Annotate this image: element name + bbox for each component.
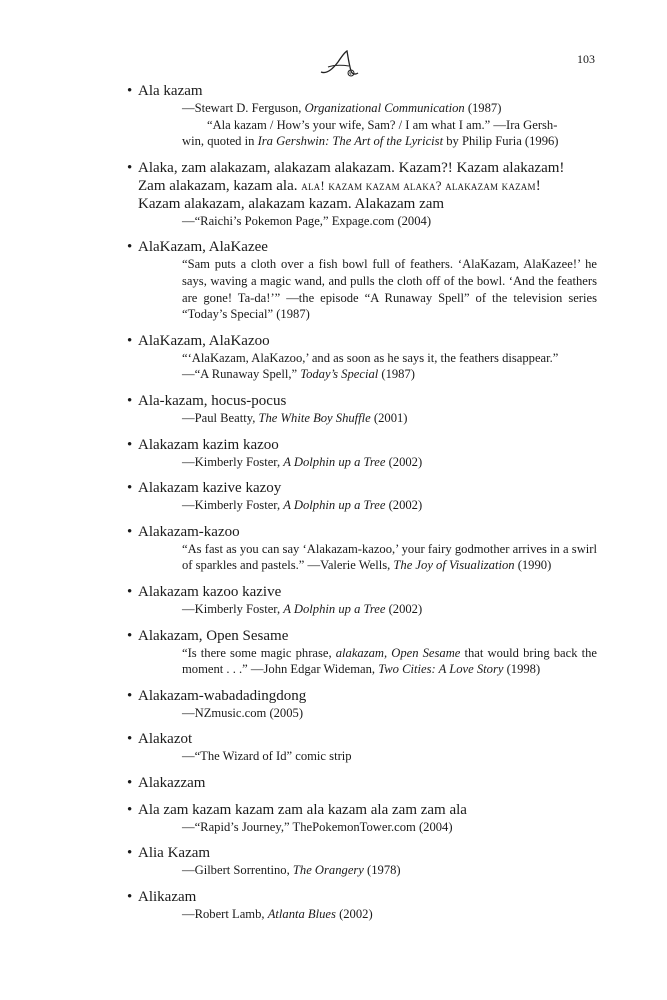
entry-alikazam — [127, 888, 597, 923]
entry-alakazam-wabadadingdong — [127, 687, 597, 722]
entry-alakazam-alakazee — [127, 238, 597, 322]
entry-alia-kazam — [127, 844, 597, 879]
entry-alakazam-kazim-kazoo — [127, 436, 597, 471]
ornament-letter: A — [348, 72, 352, 77]
entry-headword: • Ala-kazam, hocus-pocus — [127, 392, 287, 409]
entry-alakazam-kazive-kazoy — [127, 479, 597, 514]
entry-headword: • Ala kazam — [127, 83, 203, 99]
entry-headword: • AlaKazam, AlaKazee — [127, 239, 268, 256]
entry-citation: —Kimberly Foster, A Dolphin up a Tree (2002) — [182, 498, 423, 513]
entry-citation: —“Rapid’s Journey,” ThePokemonTower.com (2004) — [182, 819, 453, 834]
entry-citation: —“Raichi’s Pokemon Page,” Expage.com (2004) — [182, 213, 432, 228]
entry-citation: —Kimberly Foster, A Dolphin up a Tree (2002) — [182, 601, 423, 616]
entry-headword: • Alaka, zam alakazam, alakazam alakazam. Kazam?! Kazam alakazam! Zam alakazam, kazam ala. ala! kazam kazam alaka? alakazam kazam! Kazam alakazam, alakazam kazam. Alakazam zam — [127, 159, 565, 212]
entry-ala-kazam — [127, 82, 597, 150]
entry-alakazzam — [127, 774, 597, 792]
entry-alakazam-kazoo — [127, 523, 597, 574]
entry-headword: • Alakazam-wabadadingdong — [127, 687, 307, 704]
entry-alakazam-alakazoo — [127, 332, 597, 383]
entry-quote-continued: win, quoted in Ira Gershwin: The Art of the Lyricist by Philip Furia (1996) — [182, 134, 559, 149]
entry-quote: “Is there some magic phrase, alakazam, Open Sesame that would bring back the moment . . .” —John Edgar Wideman, Two Cities: A Love Story (1998) — [182, 645, 598, 677]
entry-headword: • Alia Kazam — [127, 845, 211, 862]
entry-citation: —Robert Lamb, Atlanta Blues (2002) — [182, 907, 373, 922]
entry-headword: • Alakazot — [127, 731, 193, 748]
entry-headword: • Alakazzam — [127, 774, 206, 791]
entry-quote: “‘AlaKazam, AlaKazoo,’ and as soon as he says it, the feathers disappear.” — [182, 350, 559, 365]
entry-headword: • Alikazam — [127, 889, 197, 906]
entry-headword: • Alakazam-kazoo — [127, 523, 240, 540]
entry-citation: —Paul Beatty, The White Boy Shuffle (2001) — [182, 410, 408, 425]
entry-ala-zam-kazam — [127, 801, 597, 836]
letter-a-ornament — [318, 48, 362, 78]
entry-citation: —“The Wizard of Id” comic strip — [182, 749, 352, 764]
entry-headword: • Alakazam, Open Sesame — [127, 627, 289, 644]
entry-list — [127, 82, 597, 932]
entry-citation: —“A Runaway Spell,” Today’s Special (1987) — [182, 367, 415, 382]
entry-citation: —Gilbert Sorrentino, The Orangery (1978) — [182, 863, 401, 878]
entry-citation: —NZmusic.com (2005) — [182, 705, 304, 720]
entry-citation: —Stewart D. Ferguson, Organizational Communication (1987) — [182, 101, 502, 115]
entry-alakazam-kazoo-kazive — [127, 583, 597, 618]
entry-headword: • Alakazam kazoo kazive — [127, 583, 282, 600]
entry-headword: • Alakazam kazive kazoy — [127, 480, 282, 497]
page-number: 103 — [577, 52, 595, 66]
entry-quote: “Sam puts a cloth over a fish bowl full of feathers. ‘AlaKazam, AlaKazee!’ he says, waving a magic wand, and pulls the cloth off of the bowl. ‘And the feathers are gone! Ta-da!’” —the episode “A Runaway Spell” of the television series “Today’s Special” (1987) — [182, 257, 597, 322]
entry-headword: • Ala zam kazam kazam zam ala kazam ala zam zam ala — [127, 801, 467, 818]
entry-alakazam-open-sesame — [127, 627, 597, 678]
entry-alakazot — [127, 730, 597, 765]
entry-alaka-zam — [127, 159, 597, 230]
entry-citation: —Kimberly Foster, A Dolphin up a Tree (2002) — [182, 454, 423, 469]
entry-ala-kazam-hocus-pocus — [127, 392, 597, 427]
entry-quote: “As fast as you can say ‘Alakazam-kazoo,’ your fairy godmother arrives in a swirl of sparkles and pastels.” —Valerie Wells, The Joy of Visualization (1990) — [182, 541, 597, 573]
entry-headword: • AlaKazam, AlaKazoo — [127, 332, 270, 349]
entry-headword: • Alakazam kazim kazoo — [127, 436, 279, 453]
entry-quote: “Ala kazam / How’s your wife, Sam? / I am what I am.” —Ira Gersh- — [207, 117, 558, 132]
